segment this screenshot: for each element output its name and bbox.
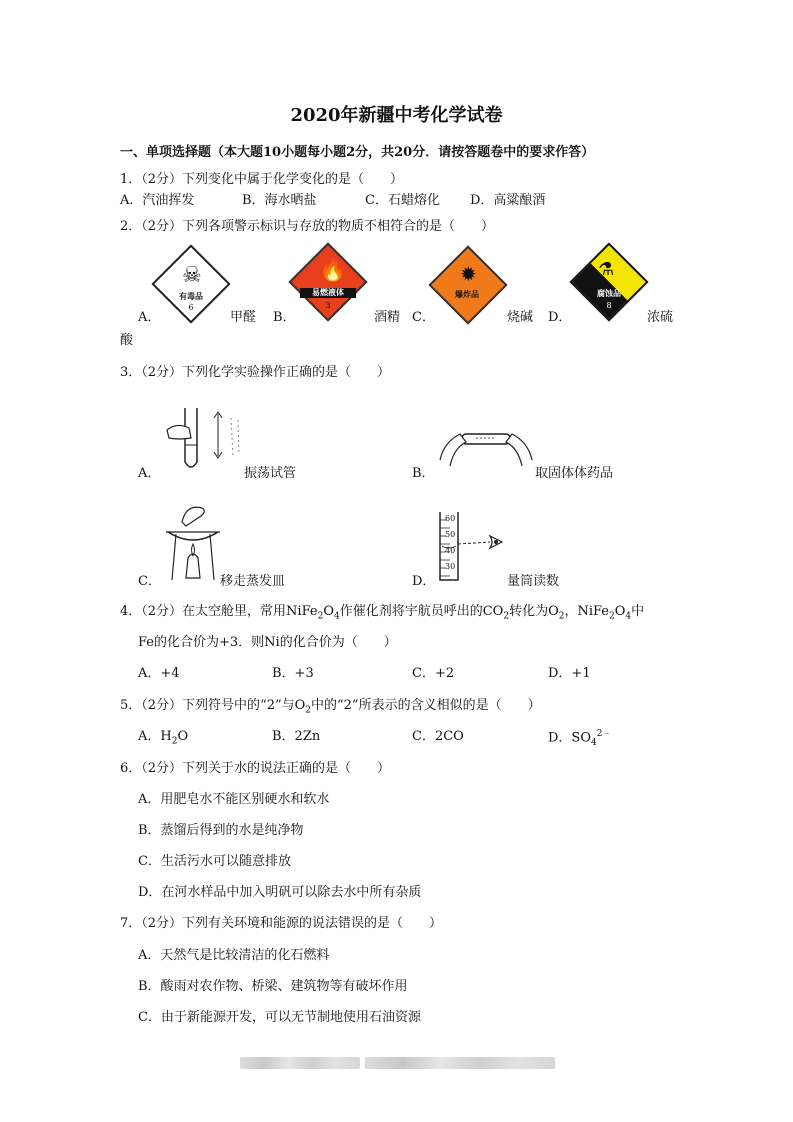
q2-option-c-text: 烧碱 xyxy=(507,310,534,325)
sign-d-number: 8 xyxy=(606,301,612,310)
q5-d-text: D．SO xyxy=(548,730,591,746)
q7-stem: 7．（2分）下列有关环境和能源的说法错误的是（ ） xyxy=(120,916,443,931)
q6-option-c: C．生活污水可以随意排放 xyxy=(138,854,291,869)
q5-stem xyxy=(120,698,541,716)
q2-stem: 2．（2分）下列各项警示标识与存放的物质不相符合的是（ ） xyxy=(120,219,495,234)
q2-option-d-text: 浓硫 xyxy=(647,310,674,325)
q3-stem: 3．（2分）下列化学实验操作正确的是（ ） xyxy=(120,365,391,380)
cylinder-tick-50: 50 xyxy=(445,530,456,539)
q4-sub-3: 2 xyxy=(503,611,510,622)
q5-option-d xyxy=(548,729,611,749)
q6-option-b: B．蒸馏后得到的水是纯净物 xyxy=(138,823,304,838)
q1-option-c: C．石蜡熔化 xyxy=(365,193,440,208)
cylinder-tick-40: 40 xyxy=(445,546,456,555)
remove-evaporating-dish-illustration xyxy=(162,500,224,582)
q2-option-b-text: 酒精 xyxy=(374,310,401,325)
q1-option-b: B．海水晒盐 xyxy=(242,193,317,208)
sign-c-label: 爆炸品 xyxy=(455,289,479,299)
q2-option-b-letter: B． xyxy=(273,310,296,325)
q5-option-c: C．2CO xyxy=(412,729,464,744)
footer-watermark-left xyxy=(240,1057,360,1069)
sign-b-label: 易燃液体 xyxy=(300,288,356,298)
q3-option-c-letter: C． xyxy=(138,574,161,589)
q1-option-a: A．汽油挥发 xyxy=(120,193,195,208)
q4-option-d: D．+1 xyxy=(548,666,591,681)
section-heading: 一、单项选择题（本大题10小题每小题2分，共20分．请按答题卷中的要求作答） xyxy=(120,145,595,160)
q3-option-b-letter: B． xyxy=(412,466,435,481)
explosion-icon: ✹ xyxy=(460,262,477,286)
corrosion-icon: ⚗ xyxy=(598,259,615,280)
q5-a-text-2: O xyxy=(177,729,189,744)
q2-option-a-letter: A． xyxy=(138,310,161,325)
q2-option-d-letter: D． xyxy=(548,310,572,325)
sign-b-number: 3 xyxy=(325,301,331,310)
q4-sub-2: 4 xyxy=(333,611,340,622)
q4-stem-line1 xyxy=(120,604,644,622)
page-title: 2020年新疆中考化学试卷 xyxy=(290,105,503,126)
q4-option-a: A．+4 xyxy=(138,666,180,681)
q6-stem: 6．（2分）下列关于水的说法正确的是（ ） xyxy=(120,761,391,776)
q3-option-b-text: 取固体体药品 xyxy=(535,466,614,481)
q5-a-text-1: A．H xyxy=(138,729,172,744)
q4-option-b: B．+3 xyxy=(272,666,314,681)
q5-sub-1: 2 xyxy=(305,705,311,716)
shake-test-tube-illustration xyxy=(163,400,248,475)
q5-option-b: B．2Zn xyxy=(272,729,321,744)
q5-d-sub: 4 xyxy=(591,737,597,748)
sign-a-number: 6 xyxy=(188,303,194,312)
q5-text-1: 5．（2分）下列符号中的“2”与O xyxy=(120,698,306,713)
q4-stem-line2: Fe的化合价为+3．则Ni的化合价为（ ） xyxy=(138,635,397,650)
footer-watermark-right xyxy=(365,1057,555,1069)
q5-text-2: 中的“2”所表示的含义相似的是（ ） xyxy=(311,698,541,713)
q7-option-b: B．酸雨对农作物、桥梁、建筑物等有破坏作用 xyxy=(138,979,408,994)
q4-text-4: 转化为O xyxy=(509,604,559,619)
q2-option-c-letter: C． xyxy=(412,310,435,325)
q6-option-a: A．用肥皂水不能区别硬水和软水 xyxy=(138,792,330,807)
q4-sub-4: 2 xyxy=(558,611,565,622)
q4-text-1: 4．（2分）在太空舱里，常用NiFe xyxy=(120,604,318,619)
q4-text-2: O xyxy=(323,604,334,619)
q1-stem: 1．（2分）下列变化中属于化学变化的是（ ） xyxy=(120,172,404,187)
q7-option-a: A．天然气是比较清洁的化石燃料 xyxy=(138,948,330,963)
q4-option-c: C．+2 xyxy=(412,666,455,681)
q1-option-d: D．高粱酿酒 xyxy=(470,193,546,208)
q4-text-5: ，NiFe xyxy=(564,604,610,619)
take-solid-reagent-illustration xyxy=(436,420,536,472)
q4-text-6: O xyxy=(614,604,626,619)
q4-sub-6: 4 xyxy=(625,611,632,622)
q4-sub-1: 2 xyxy=(317,611,324,622)
cylinder-tick-60: 60 xyxy=(445,514,456,523)
q3-option-a-text: 振荡试管 xyxy=(244,466,297,481)
q2-wrap-text: 酸 xyxy=(120,333,134,348)
q7-option-c: C．由于新能源开发，可以无节制地使用石油资源 xyxy=(138,1010,421,1025)
q3-option-c-text: 移走蒸发皿 xyxy=(220,574,286,589)
q5-option-a xyxy=(138,729,188,747)
sign-a-label: 有毒品 xyxy=(179,291,203,301)
sign-d-label: 腐蚀品 xyxy=(597,288,621,298)
q5-d-sup: 2﹣ xyxy=(596,729,612,739)
cylinder-tick-30: 30 xyxy=(445,562,456,571)
q4-sub-5: 2 xyxy=(609,611,615,622)
q3-option-a-letter: A． xyxy=(138,466,161,481)
q3-option-d-text: 量筒读数 xyxy=(507,574,560,589)
flame-icon: 🔥 xyxy=(319,258,347,283)
q4-text-3: 作催化剂将宇航员呼出的CO xyxy=(339,604,504,619)
q6-option-d: D．在河水样品中加入明矾可以除去水中所有杂质 xyxy=(138,885,422,900)
q4-text-7: 中 xyxy=(631,604,645,619)
q2-option-a-text: 甲醛 xyxy=(230,310,257,325)
q5-a-sub: 2 xyxy=(171,736,178,747)
q3-option-d-letter: D． xyxy=(412,574,436,589)
skull-icon: ☠ xyxy=(182,263,202,288)
